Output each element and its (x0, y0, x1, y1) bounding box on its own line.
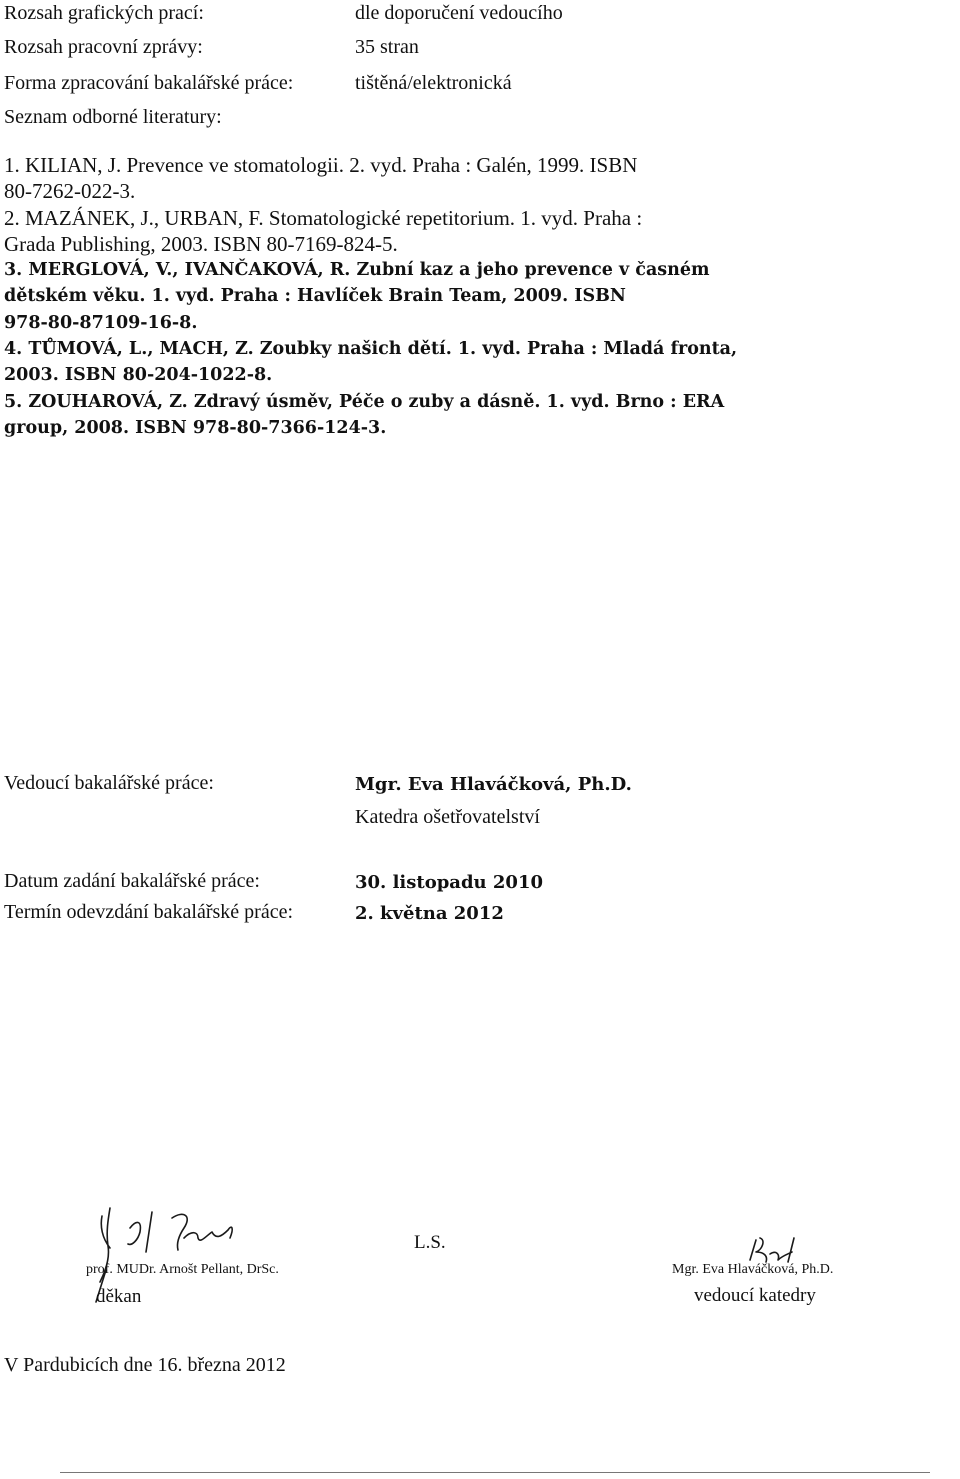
literature-label: Seznam odborné literatury: (4, 106, 222, 128)
supervisor-department: Katedra ošetřovatelství (355, 806, 540, 828)
supervisor-label: Vedoucí bakalářské práce: (4, 772, 214, 794)
form-label: Forma zpracování bakalářské práce: (4, 72, 294, 94)
form-value: tištěná/elektronická (355, 72, 512, 94)
reference-line: 3. MERGLOVÁ, V., IVANČAKOVÁ, R. Zubní kaz a jeho prevence v časném (4, 260, 710, 281)
reference-line: Grada Publishing, 2003. ISBN 80-7169-824-5. (4, 231, 398, 256)
graphic-scope-label: Rozsah grafických prací: (4, 2, 204, 24)
place-and-date: V Pardubicích dne 16. března 2012 (4, 1354, 286, 1376)
due-date-value: 2. května 2012 (355, 903, 504, 924)
report-scope-label: Rozsah pracovní zprávy: (4, 36, 203, 58)
reference-line: 4. TŮMOVÁ, L., MACH, Z. Zoubky našich dětí. 1. vyd. Praha : Mladá fronta, (4, 339, 738, 360)
head-role: vedoucí katedry (694, 1285, 816, 1306)
reference-line: 2003. ISBN 80-204-1022-8. (4, 365, 273, 386)
reference-line: 2. MAZÁNEK, J., URBAN, F. Stomatologické repetitorium. 1. vyd. Praha : (4, 205, 643, 230)
assigned-date-value: 30. listopadu 2010 (355, 872, 543, 893)
reference-line: group, 2008. ISBN 978-80-7366-124-3. (4, 417, 387, 438)
due-date-label: Termín odevzdání bakalářské práce: (4, 901, 294, 923)
dean-name: prof. MUDr. Arnošt Pellant, DrSc. (86, 1262, 279, 1277)
reference-line: 978-80-87109-16-8. (4, 312, 198, 333)
footer-divider (60, 1472, 930, 1473)
supervisor-name: Mgr. Eva Hlaváčková, Ph.D. (355, 774, 632, 795)
reference-line: dětském věku. 1. vyd. Praha : Havlíček Brain Team, 2009. ISBN (4, 286, 626, 307)
seal-mark: L.S. (414, 1232, 446, 1253)
head-name: Mgr. Eva Hlaváčková, Ph.D. (672, 1262, 834, 1277)
dean-role: děkan (96, 1286, 142, 1307)
reference-line: 1. KILIAN, J. Prevence ve stomatologii. 2. vyd. Praha : Galén, 1999. ISBN (4, 153, 638, 177)
reference-list (4, 152, 904, 441)
graphic-scope-value: dle doporučení vedoucího (355, 2, 563, 24)
assigned-date-label: Datum zadání bakalářské práce: (4, 870, 260, 892)
reference-line: 80-7262-022-3. (4, 179, 136, 204)
report-scope-value: 35 stran (355, 36, 419, 58)
reference-line: 5. ZOUHAROVÁ, Z. Zdravý úsměv, Péče o zuby a dásně. 1. vyd. Brno : ERA (4, 391, 725, 412)
